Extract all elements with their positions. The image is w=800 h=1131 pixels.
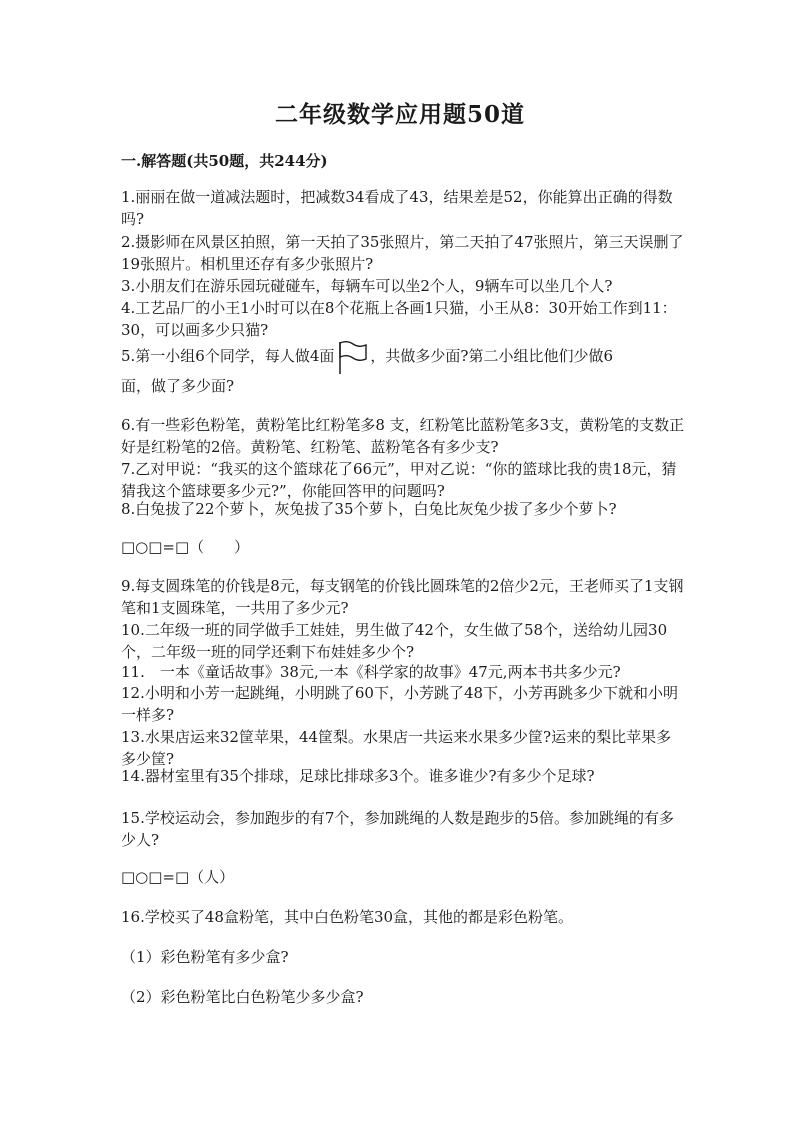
question-5 <box>121 338 686 375</box>
question-11: 11. 一本《童话故事》38元,一本《科学家的故事》47元,两本书共多少元? <box>121 663 621 681</box>
question-3: 3.小朋友们在游乐园玩碰碰车，每辆车可以坐2个人，9辆车可以坐几个人? <box>121 277 613 295</box>
section-header: 一.解答题(共50题，共244分) <box>121 152 328 170</box>
question-16-sub-2: （2）彩色粉笔比白色粉笔少多少盒? <box>121 988 364 1006</box>
question-16-sub-1: （1）彩色粉笔有多少盒? <box>121 948 289 966</box>
flag-icon <box>336 339 368 375</box>
page-title: 二年级数学应用题50道 <box>274 101 525 128</box>
question-5-text-a: 5.第一小组6个同学，每人做4面 <box>121 347 335 365</box>
question-8-formula: □○□=□（ ） <box>121 538 250 556</box>
question-15-formula: □○□=□（人） <box>121 868 235 886</box>
question-5-continued: 面，做了多少面? <box>121 377 235 395</box>
question-2: 2.摄影师在风景区拍照，第一天拍了35张照片，第二天拍了47张照片，第三天误删了19张照片。相机里还存有多少张照片? <box>121 233 684 273</box>
question-10: 10.二年级一班的同学做手工娃娃，男生做了42个，女生做了58个，送给幼儿园30个，二年级一班的同学还剩下布娃娃多少个? <box>121 621 668 661</box>
question-7: 7.乙对甲说：“我买的这个篮球花了66元”，甲对乙说：“你的篮球比我的贵18元，猜猜我这个篮球要多少元?”，你能回答甲的问题吗? <box>121 460 677 500</box>
question-12: 12.小明和小芳一起跳绳，小明跳了60下，小芳跳了48下，小芳再跳多少下就和小明一样多? <box>121 684 679 724</box>
question-5-text-b: ，共做多少面?第二小组比他们少做6 <box>370 347 613 365</box>
question-1: 1.丽丽在做一道减法题时，把减数34看成了43，结果差是52，你能算出正确的得数吗? <box>121 188 673 228</box>
question-15: 15.学校运动会，参加跑步的有7个，参加跳绳的人数是跑步的5倍。参加跳绳的有多少人? <box>121 809 674 849</box>
question-14: 14.器材室里有35个排球，足球比排球多3个。谁多谁少?有多少个足球? <box>121 767 595 785</box>
question-16: 16.学校买了48盒粉笔，其中白色粉笔30盒，其他的都是彩色粉笔。 <box>121 908 574 926</box>
question-8: 8.白兔拔了22个萝卜，灰兔拔了35个萝卜，白兔比灰兔少拔了多少个萝卜? <box>121 500 617 518</box>
question-4: 4.工艺品厂的小王1小时可以在8个花瓶上各画1只猫，小王从8：30开始工作到11：30，可以画多少只猫? <box>121 299 677 339</box>
question-9: 9.每支圆珠笔的价钱是8元，每支钢笔的价钱比圆珠笔的2倍少2元，王老师买了1支钢笔和1支圆珠笔，一共用了多少元? <box>121 577 684 617</box>
question-6: 6.有一些彩色粉笔，黄粉笔比红粉笔多8 支，红粉笔比蓝粉笔多3支，黄粉笔的支数正好是红粉笔的2倍。黄粉笔、红粉笔、蓝粉笔各有多少支? <box>121 416 685 456</box>
question-13: 13.水果店运来32筐苹果，44筐梨。水果店一共运来水果多少筐?运来的梨比苹果多多少筐? <box>121 728 672 768</box>
